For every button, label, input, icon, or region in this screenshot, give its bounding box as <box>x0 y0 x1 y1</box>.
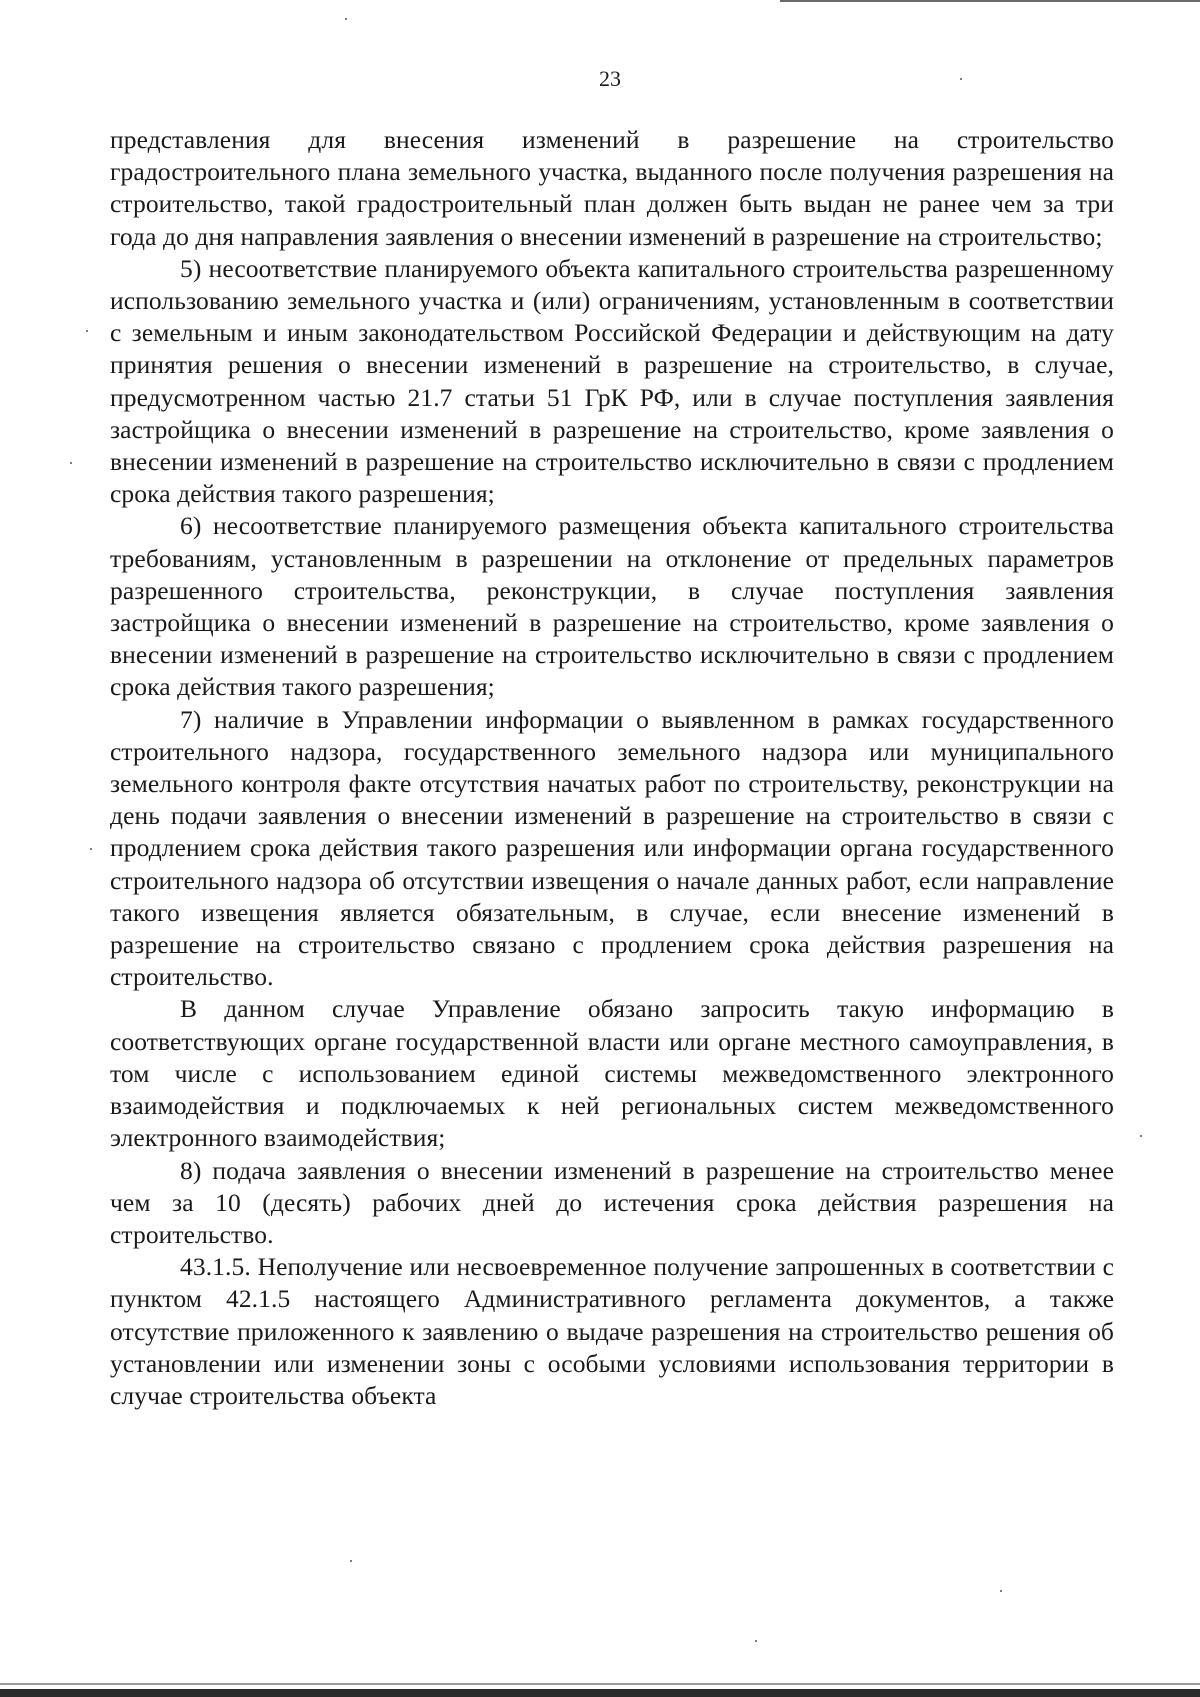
scan-speck <box>960 78 962 80</box>
document-body <box>110 124 1114 1412</box>
paragraph-item-5: 5) несоответствие планируемого объекта капитального строительства разрешенному использованию земельного участка и (или) ограничениям, установленным в соответствии с земельным и иным законодательством Российской Федерации и действующим на дату принятия решения о внесении изменений в разрешение на строительство, в случае, предусмотренном частью 21.7 статьи 51 ГрК РФ, или в случае поступления заявления застройщика о внесении изменений в разрешение на строительство, кроме заявления о внесении изменений в разрешение на строительство исключительно в связи с продлением срока действия такого разрешения; <box>110 253 1114 509</box>
scan-speck <box>1000 1590 1002 1592</box>
scan-edge-bottom <box>0 1689 1200 1697</box>
scan-speck <box>90 848 92 850</box>
scan-speck <box>1140 1135 1142 1137</box>
scan-speck <box>70 462 72 464</box>
paragraph-item-6: 6) несоответствие планируемого размещения объекта капитального строительства требованиям, установленным в разрешении на отклонение от предельных параметров разрешенного строительства, реконструкции, в случае поступления заявления застройщика о внесении изменений в разрешение на строительство, кроме заявления о внесении изменений в разрешение на строительство исключительно в связи с продлением срока действия такого разрешения; <box>110 511 1114 702</box>
page-number: 23 <box>599 66 621 91</box>
scan-speck <box>755 1640 757 1642</box>
scan-speck <box>345 18 347 20</box>
paragraph-note: В данном случае Управление обязано запросить такую информацию в соответствующих органе государственной власти или органе местного самоуправления, в том числе с использованием единой системы межведомственного электронного взаимодействия и подключаемых к ней региональных систем межведомственного электронного взаимодействия; <box>110 994 1114 1153</box>
paragraph-section-43-1-5: 43.1.5. Неполучение или несвоевременное получение запрошенных в соответствии с пунктом 42.1.5 настоящего Административного регламента документов, а также отсутствие приложенного к заявлению о выдаче разрешения на строительство решения об установлении или изменении зоны с особыми условиями использования территории в случае строительства объекта <box>110 1252 1114 1410</box>
paragraph-item-8: 8) подача заявления о внесении изменений в разрешение на строительство менее чем за 10 (десять) рабочих дней до истечения срока действия разрешения на строительство. <box>110 1155 1114 1249</box>
paragraph-item-7: 7) наличие в Управлении информации о выявленном в рамках государственного строительного надзора, государственного земельного надзора или муниципального земельного контроля факте отсутствия начатых работ по строительству, реконструкции на день подачи заявления о внесении изменений в разрешение на строительство в связи с продлением срока действия такого разрешения или информации органа государственного строительного надзора об отсутствии извещения о начале данных работ, если направление такого извещения является обязательным, в случае, если внесение изменений в разрешение на строительство связано с продлением срока действия разрешения на строительство. <box>110 704 1114 992</box>
paragraph-continuation: представления для внесения изменений в разрешение на строительство градостроительного плана земельного участка, выданного после получения разрешения на строительство, такой градостроительный план должен быть выдан не ранее чем за три года до дня направления заявления о внесении изменений в разрешение на строительство; <box>110 125 1114 251</box>
scan-speck <box>86 330 88 332</box>
scan-edge-top <box>780 0 1200 2</box>
scan-speck <box>350 1560 352 1562</box>
